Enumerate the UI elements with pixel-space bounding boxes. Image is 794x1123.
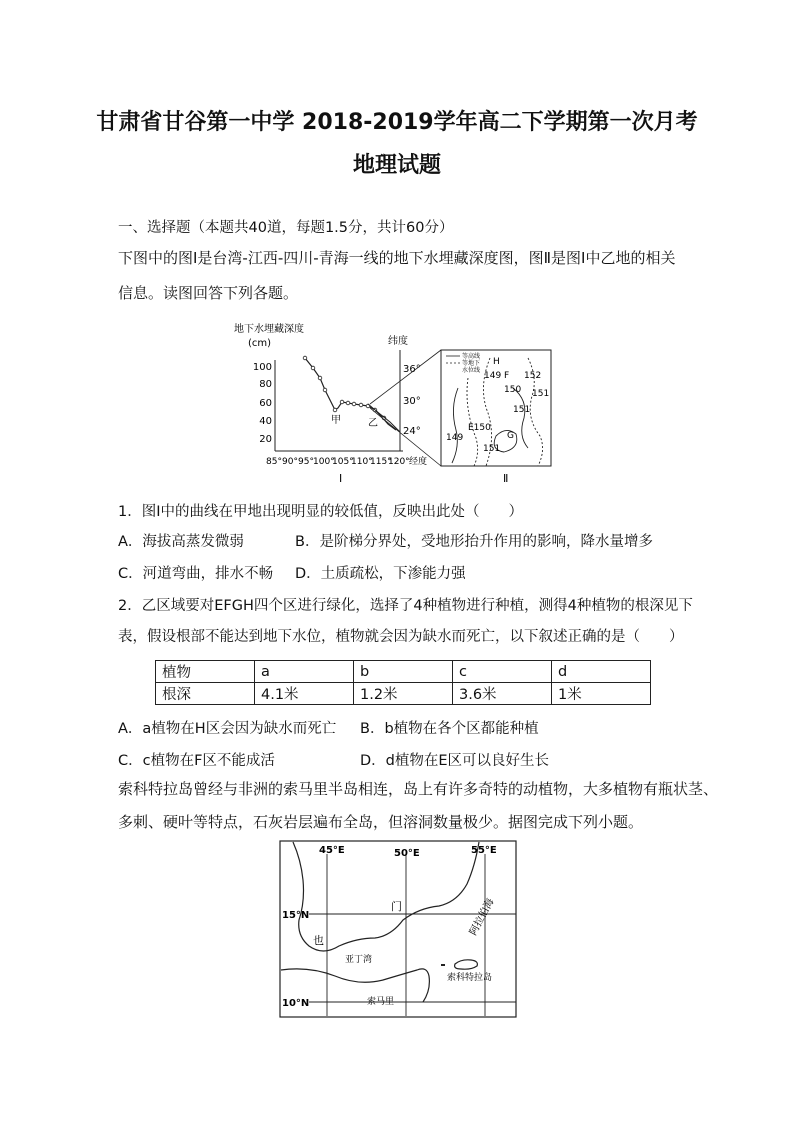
- intro1-line2: 信息。读图回答下列各题。: [118, 284, 299, 302]
- data-point: [303, 356, 307, 360]
- table-cell: 植物: [156, 661, 255, 683]
- gulf-label: 亚丁湾: [345, 955, 373, 965]
- y-tick: 60: [259, 398, 272, 409]
- legend-contour: 等高线: [462, 353, 481, 360]
- x-tick: 120°: [388, 457, 410, 467]
- intro2-line2: 多刺、硬叶等特点，石灰岩层遍布全岛，但溶洞数量极少。据图完成下列小题。: [118, 813, 644, 831]
- socotra-map: [279, 840, 517, 1018]
- table-cell: 根深: [156, 683, 255, 705]
- table-cell: 4.1米: [255, 683, 354, 705]
- page-title-line1: 甘肃省甘谷第一中学 2018-2019学年高二下学期第一次月考: [96, 110, 698, 135]
- lat-tick: 36°: [403, 364, 421, 375]
- lon-label: 55°E: [471, 845, 497, 856]
- table-cell: 1.2米: [354, 683, 453, 705]
- table-cell: c: [453, 661, 552, 683]
- x-tick: 110°: [351, 457, 373, 467]
- x-tick-labels: [266, 455, 427, 467]
- place-ye: 也: [313, 934, 324, 947]
- lon-label: 45°E: [319, 845, 345, 856]
- intro2-line1: 索科特拉岛曾经与非洲的索马里半岛相连，岛上有许多奇特的动植物，大多植物有瓶状茎、: [118, 780, 719, 798]
- ylabel-line1: 地下水埋藏深度: [234, 324, 304, 335]
- point-jia: 甲: [331, 415, 341, 426]
- y-tick: 40: [259, 416, 272, 427]
- contour-label: 150: [504, 385, 522, 395]
- table-cell: 1米: [552, 683, 651, 705]
- data-point: [333, 408, 337, 412]
- lat-tick: 30°: [403, 396, 421, 407]
- island-label: 索科特拉岛: [447, 973, 493, 983]
- q2-stem-line2: 表，假设根部不能达到地下水位，植物就会因为缺水而死亡，以下叙述正确的是（ ）: [118, 629, 684, 645]
- q1-option-b: B．是阶梯分界处，受地形抬升作用的影响，降水量增多: [295, 534, 653, 550]
- contour-label: E150: [468, 423, 491, 433]
- q2-option-c: C．c植物在F区不能成活: [118, 753, 275, 769]
- data-point: [323, 388, 327, 392]
- table-cell: a: [255, 661, 354, 683]
- contour-label: 149: [484, 371, 502, 381]
- data-point: [346, 401, 350, 405]
- contour-label: F: [504, 371, 510, 381]
- sea-label: 阿拉伯海: [467, 896, 497, 938]
- panel2-label: Ⅱ: [503, 472, 509, 485]
- q1-option-c: C．河道弯曲，排水不畅: [118, 566, 274, 582]
- x-tick: 115°: [370, 457, 392, 467]
- lat-tick-labels: [403, 364, 421, 437]
- depth-points: [303, 356, 386, 420]
- q1-option-d: D．土质疏松，下渗能力强: [295, 566, 466, 582]
- small-islet: [441, 964, 445, 966]
- legend-water1: 等地下: [462, 360, 481, 367]
- table-cell: 3.6米: [453, 683, 552, 705]
- q2-option-a: A．a植物在H区会因为缺水而死亡: [118, 721, 337, 737]
- x-tick: 100°: [313, 457, 335, 467]
- q2-option-b: B．b植物在各个区都能种植: [360, 721, 539, 737]
- lon-label: 50°E: [394, 848, 420, 859]
- x-tick: 85°: [266, 457, 282, 467]
- root-depth-table: [155, 660, 651, 705]
- point-yi: 乙: [368, 418, 378, 429]
- lat-label: 纬度: [388, 336, 408, 347]
- lat-tick: 24°: [403, 426, 421, 437]
- groundwater-figure: [228, 318, 558, 486]
- y-tick-labels: [253, 362, 272, 445]
- data-point: [311, 366, 315, 370]
- contour-label: 151: [513, 405, 531, 415]
- table-cell: b: [354, 661, 453, 683]
- contour-label: 149: [446, 433, 464, 443]
- y-tick: 20: [259, 434, 272, 445]
- table-row: [156, 683, 651, 705]
- data-point: [352, 402, 356, 406]
- contour-label: H: [493, 357, 500, 367]
- x-tick: 95°: [298, 457, 314, 467]
- q1-option-a: A．海拔高蒸发微弱: [118, 534, 244, 550]
- ylabel-line2: (cm): [248, 338, 272, 349]
- contour-label: G: [507, 431, 514, 441]
- contour-label: 151: [483, 444, 501, 454]
- data-point: [359, 403, 363, 407]
- contour-label: 152: [524, 371, 542, 381]
- table-header-row: [156, 661, 651, 683]
- q2-option-d: D．d植物在E区可以良好生长: [360, 753, 550, 769]
- q1-stem: 1．图Ⅰ中的曲线在甲地出现明显的较低值，反映出此处（ ）: [118, 504, 523, 520]
- lat-label: 10°N: [282, 998, 310, 1009]
- place-men: 门: [391, 900, 402, 913]
- q2-stem-line1: 2．乙区域要对EFGH四个区进行绿化，选择了4种植物进行种植，测得4种植物的根深见下: [118, 598, 693, 614]
- data-point: [318, 376, 322, 380]
- legend-water2: 水位线: [462, 367, 481, 374]
- x-unit: 经度: [409, 457, 428, 467]
- panel1-label: Ⅰ: [339, 472, 343, 485]
- section-heading: 一、选择题（本题共40道，每题1.5分，共计60分）: [118, 220, 454, 236]
- lat-label: 15°N: [282, 910, 310, 921]
- somalia-label: 索马里: [367, 997, 395, 1007]
- x-tick: 105°: [332, 457, 354, 467]
- data-point: [340, 400, 344, 404]
- table-cell: d: [552, 661, 651, 683]
- x-tick: 90°: [282, 457, 298, 467]
- y-tick: 80: [259, 379, 272, 390]
- intro1-line1: 下图中的图Ⅰ是台湾-江西-四川-青海一线的地下水埋藏深度图，图Ⅱ是图Ⅰ中乙地的相关: [118, 249, 676, 267]
- page-title-line2: 地理试题: [352, 153, 441, 178]
- contour-label: 151: [532, 389, 550, 399]
- y-tick: 100: [252, 362, 272, 373]
